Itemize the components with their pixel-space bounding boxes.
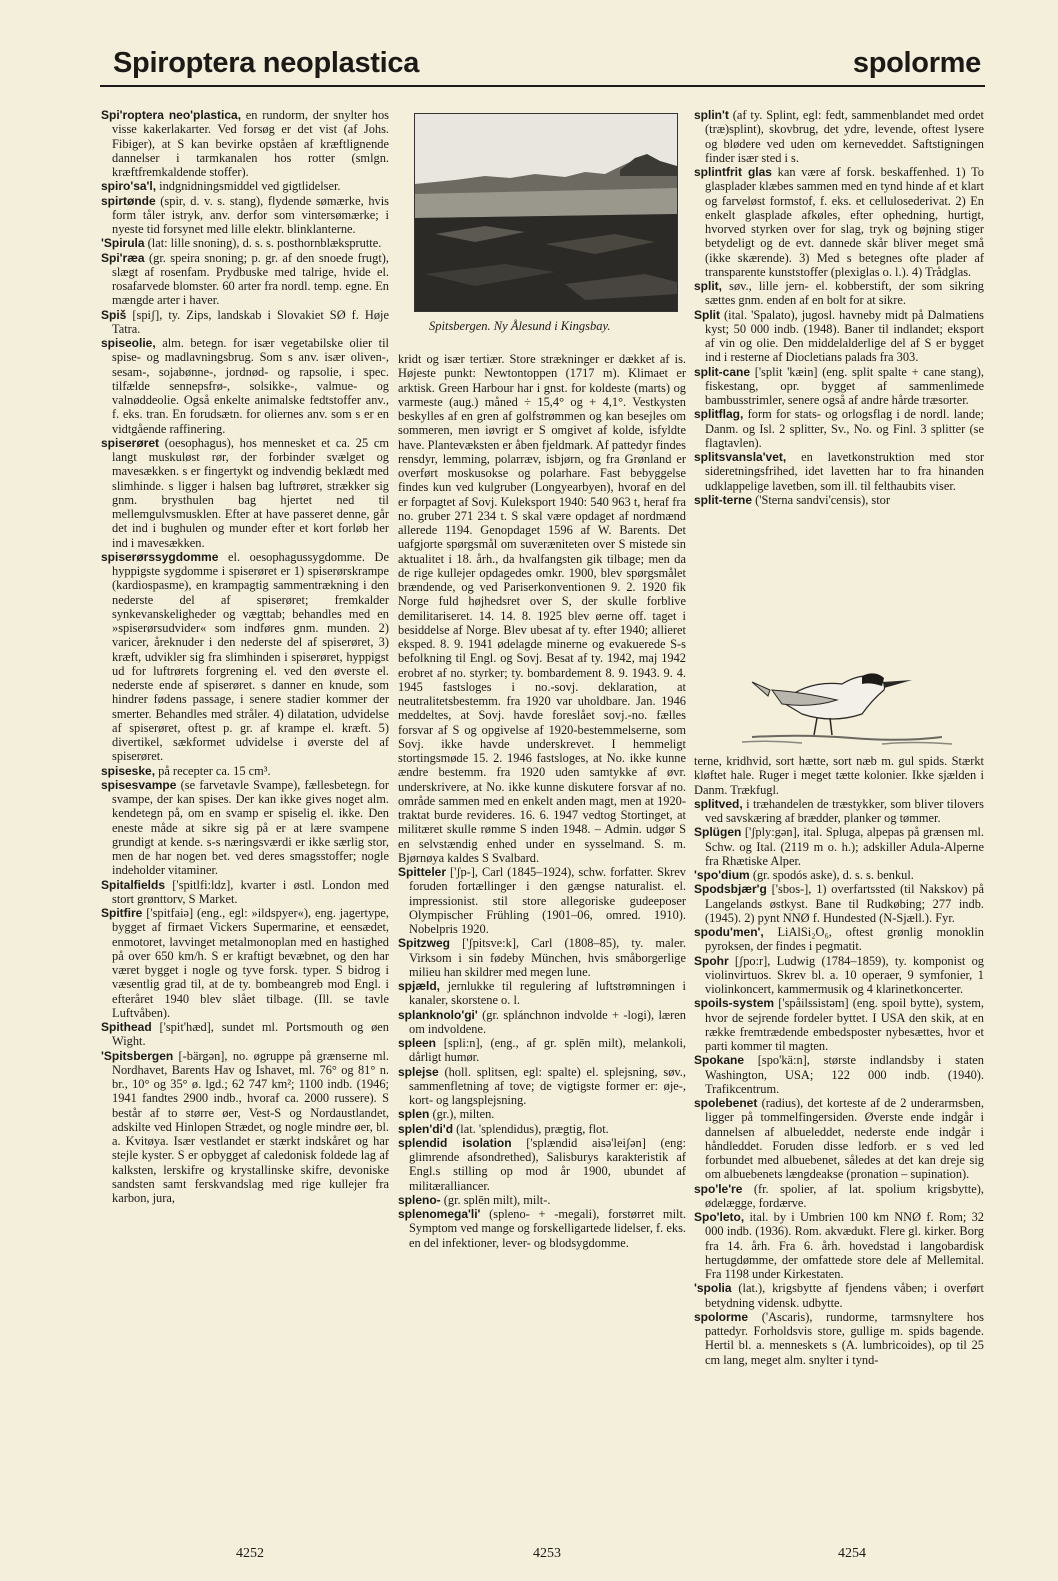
dictionary-entry xyxy=(398,865,686,936)
entry-text: (fr. spolier, af lat. spolium krigsbytte), ødelægge, fordærve. xyxy=(705,1181,984,1210)
entry-headword: splen'di'd xyxy=(398,1121,454,1136)
entry-text: alm. betegn. for især vegetabilske olier til spise- og madlavningsbrug. Som s anv. især oliven-, sesam-, sojabønne-, jordnød- og rapsolie, i spec. tilfælde sennepsfrø-, solsikke-, valmue- og valnøddeolie. Også enkelte animalske fedtstoffer anv., f. eks. tran. En forudsætn. for oliernes anv. som s er en vidtgående raffinering. xyxy=(112,336,389,436)
entry-headword: spodu'men', xyxy=(694,925,764,939)
entry-headword: Splügen xyxy=(694,825,742,840)
entry-headword: split, xyxy=(694,279,723,293)
entry-text: indgnidningsmiddel ved gigtlidelser. xyxy=(156,179,341,194)
entry-text: jernlukke til regulering af luftstrømningen i kanaler, skorstene o. l. xyxy=(409,979,686,1008)
entry-text: ['sbos-], 1) overfartssted (til Nakskov) på Langelands østkyst. Bane til Rudkøbing; 277 indb. (1945). 2) pynt NNØ f. Hundested (N-Sjæll.). Fyr. xyxy=(705,882,984,925)
entry-headword: 'Spitsbergen xyxy=(101,1048,174,1063)
dictionary-entry xyxy=(694,797,984,826)
entry-text: ['split 'kæin] (eng. split spalte + cane stang), fiskestang, opr. bygget af sammenlimede bambusstrimler, senere også af andre hårde træsorter. xyxy=(705,364,984,407)
entry-text: ['ʃp-], Carl (1845–1924), schw. forfatter. Skrev foruden fortællinger i den gængse naturalist. el. impressionist. stil store allegoriske gudeeposer Olympischer Frühling (1901–06, omred. 1910). Nobelpris 1920. xyxy=(409,865,686,936)
entry-headword: splenomega'li' xyxy=(398,1207,481,1221)
entry-headword: Spiš xyxy=(101,307,127,322)
entry-headword: Spitfire xyxy=(101,906,143,920)
tern-illustration xyxy=(712,642,974,750)
dictionary-entry xyxy=(694,308,984,365)
entry-text: (lat: lille snoning), d. s. s. posthornblæksprutte. xyxy=(144,236,382,251)
header-rule xyxy=(100,85,985,87)
entry-text: (holl. splitsen, egl: spalte) el. splejsning, søv., sammenfletning af tove; de vigtigste former er: øje-, kort- og langsplejsning. xyxy=(409,1064,686,1107)
entry-text: en lavetkonstruktion med stor sideretningsfrihed, idet lavetten har to fra hinanden udklappelige lavetben, som ill. til felthaubits viser. xyxy=(705,450,984,493)
dictionary-entry xyxy=(694,1053,984,1096)
dictionary-entry xyxy=(694,493,984,507)
page-number-left: 4252 xyxy=(236,1546,264,1561)
column-2 xyxy=(398,352,686,1250)
entry-headword: splintfrit glas xyxy=(694,165,772,179)
dictionary-entry xyxy=(398,1107,686,1121)
entry-text: ['spitfaiə] (eng., egl: »ildspyer«), eng. jagertype, bygget af firmaet Vickers Supermarine, et eensædet, enmotoret, lavvinget metalmonoplan med en hastighed på over 650 km/h. S er kraftigt bevæbnet, og den har været bygget i nogle og tyve forsk. typer. S bidrog i væsentlig grad til, at de ty. bombeangreb mod Engl. i efteråret 1940 blev slået tilbage. (Ill. se tavle Luftvåben). xyxy=(112,906,389,1020)
dictionary-entry xyxy=(694,825,984,868)
entry-text: (gr. splánchnon indvolde + -logi), læren om indvoldene. xyxy=(409,1007,686,1036)
photo-caption: Spitsbergen. Ny Ålesund i Kingsbay. xyxy=(429,319,611,333)
entry-text: (oesophagus), hos mennesket et ca. 25 cm langt muskuløst rør, der forbinder svælget og mavesækken. s er fingertykt og indvendig beklædt med slimhinde. s ligger i halsen bag luftrøret, strækker sig gnm. brysthulen bag hjertet ned til mellemgulvsmusklen. Efter at have passeret denne, går det ind i bughulen og munder efter et kort forløb her ind i mavesækken. xyxy=(112,435,389,550)
entry-text: (lat.), krigsbytte af fjendens våben; i overført betydning vidensk. udbytte. xyxy=(705,1281,984,1310)
entry-headword: Spitteler xyxy=(398,865,447,879)
entry-headword: splen xyxy=(398,1107,430,1122)
dictionary-entry xyxy=(694,754,984,797)
entry-text: ['ʃpitsve:k], Carl (1808–85), ty. maler. Virksom i sin fødeby München, hvis småborgerlige milieu han skildrer med megen lune. xyxy=(409,936,686,979)
entry-headword: Spitalfields xyxy=(101,877,166,892)
entry-text: (radius), det korteste af de 2 underarmsben, ligger på tommelfingersiden. Øverste ende indgår i dannelsen af albueleddet, nederste ende indgår i håndleddet. Foruden disse ledforb. er s ved led forbundet med albuebenet, således at det kan dreje sig om albuebenets længdeakse (pronation – supination). xyxy=(705,1096,984,1182)
entry-text: (lat. 'splendidus), prægtig, flot. xyxy=(453,1121,609,1136)
entry-text: (spleno- + -megali), forstørret milt. Symptom ved mange og forskelligartede lidelser, f. eks. en del infektioner, lever- og blodsygdomme. xyxy=(409,1207,686,1250)
dictionary-entry xyxy=(101,764,389,778)
entry-text: ['spåilssistəm] (eng. spoil bytte), system, hvor de sejrende fordeler byttet. I USA den skik, at en række fremtrædende embedsposter nybesættes, hvor et parti kommer til magten. xyxy=(705,996,984,1053)
entry-headword: spiserørssygdomme xyxy=(101,549,219,564)
dictionary-entry xyxy=(694,1096,984,1182)
entry-headword: 'Spirula xyxy=(101,236,145,251)
entry-text: ('Ascaris), rundorme, tarmsnyltere hos pattedyr. Forholdsvis store, gullige m. spids bagende. Hertil bl. a. menneskets s (A. lumbricoides), op til 25 cm lang, meget alm. snylter i tynd- xyxy=(705,1309,984,1367)
entry-text: ['spit'hæd], sundet ml. Portsmouth og øen Wight. xyxy=(112,1020,389,1049)
dictionary-entry xyxy=(101,179,389,193)
entry-headword: Spokane xyxy=(694,1053,745,1068)
entry-text: søv., lille jern- el. kobberstift, der som sikring sættes gnm. enden af en bolt for at sikre. xyxy=(705,279,984,308)
entry-text: ['splændid aisə'leiʃən] (eng: glimrende afsondrethed), Salisburys karakteristik af Engl.s stilling op mod år 1900, ubundet af militæralliancer. xyxy=(409,1135,686,1193)
entry-headword: splitflag, xyxy=(694,407,744,422)
dictionary-entry xyxy=(694,1210,984,1281)
page-number-middle: 4253 xyxy=(533,1546,561,1561)
entry-headword: Split xyxy=(694,307,720,322)
dictionary-entry xyxy=(694,1310,984,1367)
entry-text: kan være af forsk. beskaffenhed. 1) To glasplader klæbes sammen med en tynd hinde af et klart og farveløst formstof, f. eks. et cellulosederivat. 2) En enkelt glasplade afkøles, efter ophedning, hurtigt, hvorved styrken over for slag, tryk og bøjning stiger betydeligt og de evt. dannede skår bliver meget små (ikke skærende). 3) Med s betegnes ofte plader af transparente kunststoffer (plexiglas o. l.). 4) Trådglas. xyxy=(705,165,984,279)
entry-text: ('Sterna sandvi'censis), stor xyxy=(752,492,890,507)
entry-text: [ʃpo:r], Ludwig (1784–1859), ty. komponist og violinvirtuos. Skrev bl. a. 10 operaer, 9 symfonier, 1 violinkoncert, kammermusik og 4 klarinetkoncerter. xyxy=(705,953,984,996)
entry-headword: spiserøret xyxy=(101,435,160,450)
entry-headword: Spi'ræa xyxy=(101,250,145,265)
dictionary-entry xyxy=(101,336,389,436)
entry-text: ital. by i Umbrien 100 km NNØ f. Rom; 32 000 indb. (1936). Rom. akvædukt. Flere gl. kirker. Borg fra 14. årh. Fra 6. årh. hovedstad i langobardisk hertugdømme, der omfattede store dele af Mellemital. Fra 1198 under Kirkestaten. xyxy=(705,1210,984,1281)
entry-text: på recepter ca. 15 cm³. xyxy=(155,763,271,778)
dictionary-entry xyxy=(101,906,389,1020)
dictionary-entry xyxy=(694,954,984,997)
column-3-top xyxy=(694,108,984,507)
running-head-right: spolorme xyxy=(852,47,981,79)
entry-text: [spli:n], (eng., af gr. splēn milt), melankoli, dårligt humør. xyxy=(409,1036,686,1065)
entry-text: [spiʃ], ty. Zips, landskab i Slovakiet SØ f. Høje Tatra. xyxy=(112,307,389,336)
dictionary-entry xyxy=(694,365,984,408)
dictionary-entry xyxy=(101,878,389,907)
dictionary-entry xyxy=(694,1182,984,1211)
dictionary-entry xyxy=(101,251,389,308)
entry-headword: spolebenet xyxy=(694,1096,758,1110)
landscape-photo xyxy=(414,113,678,312)
dictionary-entry xyxy=(694,165,984,279)
entry-headword: spleno- xyxy=(398,1192,441,1207)
dictionary-entry xyxy=(694,407,984,450)
entry-text: kridt og især tertiær. Store strækninger er dækket af is. Højeste punkt: Newtontoppen (1717 m). Klimaet er arktisk. Green Harbour har i gnst. for koldeste (marts) og varmeste (aug.) måned ÷ 15,4° og + 4,1°. Vestkysten beskylles af en gren af golfstrømmen og kan besejles om sommeren, men iøvrigt er S omgivet af kolde, isfyldte have. Plantevæksten er åben fjeldmark. Af pattedyr findes rensdyr, lemming, polarræv, isbjørn, og fra Grønland er overført moskusokse og polarhare. Fast bebyggelse findes kun ved kulgruber (Longyearbyen), hvoraf en del er forpagtet af Sovj. Kuleksport 1940: 540 963 t, heraf fra no. gruber 271 234 t. S skal være opdaget af nordmænd allerede 1194. Genopdaget 1596 af W. Barents. Det uafgjorte spørgsmål om suveræniteten over S mistede sin aktualitet i 18. årh., da hvalfangsten gik tilbage; men da de rige kullejer opdagedes omkr. 1900, blev spørgsmålet brændende, og ved Pariserkonventionen 9. 2. 1920 fik Norge fuld højhedsret over S, der skulle forblive demilitariseret. 14. 14. 8. 1925 blev øerne off. taget i besiddelse af Norge. Blev ubesat af ty. efter 1940; allieret eksped. 8. 9. 1941 ødelagde minerne og evakuerede S-s befolkning til Engl. og Sovj. Besat af ty. 1942, maj 1942 erobret af no. styrker; ty. bombardement 8. 9. 1943. 9. 4. 1945 fastsloges i no.-sovj. deklaration, at neutralitetsbestemm. fra 1920 var uholdbare. Jan. 1946 meddeltes, at Sovj. havde foreslået sovj.-no. fælles forsvar af S og opgivelse af 1920-bestemmelserne, som Sovj. ikke havde underskrevet. I hemmeligt stortingsmøde 15. 2. 1946 fastsloges, at No. ikke kunne ændre bestemm. fra 1920 uden samtykke af øvr. underskrivere, at No. ikke kunne diskutere forsvar af no. område sammen med en enkelt anden magt, men at 1920-traktat burde revideres. 16. 6. 1947 vedtog Stortinget, at militæret skulle rømme S inden 1948. – Admin. udgør S en selvstændig enhed under en sysselmand. S. m. Bjørnøya kaldes S Svalbard. xyxy=(398,352,686,865)
dictionary-entry xyxy=(694,108,984,165)
entry-headword: spolorme xyxy=(694,1309,749,1324)
dictionary-entry xyxy=(101,436,389,550)
entry-headword: Spithead xyxy=(101,1020,152,1034)
running-head-left: Spiroptera neoplastica xyxy=(113,47,420,79)
column-1 xyxy=(101,108,389,1205)
entry-text: (ital. 'Spalato), jugosl. havneby midt på Dalmatiens kyst; 50 000 indb. (1948). Baner til indlandet; eksport af vin og olie. Den middelalderlige del af S er bygget ind i resterne af Diocletians palads fra 303. xyxy=(705,307,984,365)
entry-text: (gr. spodós aske), d. s. s. benkul. xyxy=(749,868,914,882)
dictionary-entry xyxy=(694,868,984,882)
entry-headword: 'spolia xyxy=(694,1281,732,1296)
entry-text: LiAlSi₂O₆, oftest grønlig monoklin pyroksen, der findes i pegmatit. xyxy=(705,925,984,954)
entry-headword: spo'le're xyxy=(694,1181,743,1196)
dictionary-entry xyxy=(398,1193,686,1207)
dictionary-entry xyxy=(398,936,686,979)
dictionary-entry xyxy=(694,1281,984,1310)
dictionary-entry xyxy=(101,778,389,878)
entry-headword: Spi'roptera neo'plastica, xyxy=(101,108,242,122)
entry-text: ['ʃply:gən], ital. Spluga, alpepas på grænsen ml. Schw. og Ital. (2119 m o. h.); adskiller Adula-Alperne fra Rhætiske Alper. xyxy=(705,825,984,868)
entry-headword: split-terne xyxy=(694,492,753,507)
entry-text: en rundorm, der snylter hos visse kakerlakarter. Ved forsøg er det vist (af Johs. Fibiger), at S kan bevirke opståen af kræftlignende dannelser i tarmkanalen hos rotter (smlgn. kræftfremkaldende stoffer). xyxy=(112,108,389,179)
entry-text: (gr. splēn milt), milt-. xyxy=(440,1192,551,1207)
column-3-bottom xyxy=(694,754,984,1367)
dictionary-entry xyxy=(398,1122,686,1136)
entry-text: [spo'kä:n], største indlandsby i staten Washington, USA; 122 000 indb. (1940). Trafikcentrum. xyxy=(705,1053,984,1096)
entry-headword: 'spo'dium xyxy=(694,868,750,882)
entry-headword: Spodsbjær'g xyxy=(694,882,767,897)
entry-text: form for stats- og orlogsflag i de nordl. lande; Danm. og Isl. 2 splitter, Sv., No. og Finl. 3 splitter (se flagtavlen). xyxy=(705,407,984,450)
entry-headword: spiro'sa'l, xyxy=(101,179,157,194)
entry-headword: splanknolo'gi' xyxy=(398,1007,478,1022)
dictionary-entry xyxy=(101,1049,389,1206)
dictionary-entry xyxy=(398,1008,686,1037)
dictionary-entry xyxy=(101,1020,389,1049)
entry-headword: spiseolie, xyxy=(101,336,156,350)
entry-headword: splitsvansla'vet, xyxy=(694,450,787,464)
entry-text: [-bärgən], no. øgruppe på grænserne ml. Nordhavet, Barents Hav og Ishavet, ml. 76° og 81° n. br., 10° og 35° ø. lgd.; 62 747 km²; 1100 indb. (1946; 1941 fandtes 2900 indb., hvoraf ca. 2000 russere). S består af to større øer, Vest-S og Nordaustlandet, adskilte ved Hinlopen Strædet, og nogle mindre øer, bl. a. Kvitøya. Især vestlandet er stærkt indskåret og har stejle kyster. S er opbygget af caledonisk foldede lag af kalksten, lerskifre og krystallinske skifre, devoniske sandsten samt ferskvandslag med rige kullejer fra karbon, jura, xyxy=(112,1048,389,1205)
dictionary-entry xyxy=(398,1065,686,1108)
entry-headword: spjæld, xyxy=(398,979,441,993)
entry-text: (se farvetavle Svampe), fællesbetegn. for svampe, der kan spises. Der kan ikke gives noget alm. kendetegn på, om en svamp er spiselig el. ikke. Den eneste måde at sikre sig på er at lære svampene grundigt at kende. s-s næringsværdi er ikke særlig stor, men de har nogen bet. ved deres smagsstoffer; nogle indeholder vitaminer. xyxy=(112,777,389,878)
entry-headword: Spo'leto, xyxy=(694,1210,745,1224)
dictionary-entry xyxy=(101,194,389,237)
dictionary-entry xyxy=(101,236,389,250)
entry-headword: split-cane xyxy=(694,364,751,379)
entry-text: i træhandelen de træstykker, som bliver tilovers ved savskæring af brædder, planker og tømmer. xyxy=(705,796,984,825)
dictionary-entry xyxy=(398,352,686,865)
entry-headword: spirtønde xyxy=(101,193,156,208)
entry-text: (gr. speira snoning; p. gr. af den snoede frugt), slægt af rosenfam. Prydbuske med talrige, hvide el. rosafarvede blomster. 60 arter fra nordl. temp. egne. En mængde arter i haver. xyxy=(112,250,389,308)
entry-text: (spir, d. v. s. stang), flydende sømærke, hvis form tåler istryk, anv. derfor som vintersømærke; i nyeste tid forsynet med lille elektr. blinklanterne. xyxy=(112,193,389,236)
entry-text: el. oesophagussygdomme. De hyppigste sygdomme i spiserøret er 1) spiserørskrampe (kardiospasme), en krampagtig sammentrækning i den nederste del af spiserøret; fremkalder synkevanskeligheder og vægttab; behandles med en »spiserørsudvider« som indføres gnm. munden. 2) varicer, åreknuder i den nederste del af spiserøret, 3) kræft, udvikler sig fra slimhinden i spiserøret, hyppigst ud for luftrørets forgrening el. ved den øverste el. nederste ende af spiserøret. s danner en knude, som hindrer fødens passage, i senere stadier kommer der smerter. Behandles med stråler. 4) dilatation, udvidelse af spiserøret, oftest p. gr. af krampe el. kræft. 5) divertikel, sækformet udvidelse i øverste del af spiserøret. xyxy=(112,549,389,764)
entry-headword: Spohr xyxy=(694,953,729,968)
entry-headword: spiseske, xyxy=(101,763,156,778)
entry-headword: spisesvampe xyxy=(101,777,177,792)
dictionary-entry xyxy=(101,550,389,764)
dictionary-entry xyxy=(398,1136,686,1193)
dictionary-entry xyxy=(101,308,389,337)
entry-headword: Spitzweg xyxy=(398,936,451,951)
entry-text: (af ty. Splint, egl: fedt, sammenblandet med ordet (træ)splint), skovbrug, det ydre, levende, oftest lysere og blødere ved uden om kerneveddet. Saftstigningen finder især sted i s. xyxy=(705,108,984,165)
entry-headword: spoils-system xyxy=(694,996,775,1011)
entry-text: ['spitlfi:ldz], kvarter i østl. London med stort grønttorv, S Market. xyxy=(112,877,389,906)
dictionary-entry xyxy=(398,1207,686,1250)
entry-headword: splendid isolation xyxy=(398,1135,512,1150)
entry-text: (gr.), milten. xyxy=(429,1107,495,1122)
dictionary-entry xyxy=(101,108,389,179)
dictionary-entry xyxy=(694,996,984,1053)
entry-headword: splin't xyxy=(694,108,729,122)
entry-headword: spleen xyxy=(398,1036,437,1050)
dictionary-entry xyxy=(694,279,984,308)
entry-headword: splitved, xyxy=(694,796,743,811)
dictionary-entry xyxy=(398,1036,686,1065)
dictionary-entry xyxy=(694,882,984,925)
dictionary-entry xyxy=(694,450,984,493)
entry-headword: splejse xyxy=(398,1064,439,1079)
dictionary-entry xyxy=(398,979,686,1008)
page-number-right: 4254 xyxy=(838,1546,866,1561)
dictionary-entry xyxy=(694,925,984,954)
entry-text: terne, kridhvid, sort hætte, sort næb m. gul spids. Stærkt kløftet hale. Ruger i meget tætte kolonier. Ikke sjælden i Danm. Trækfugl. xyxy=(694,754,984,797)
